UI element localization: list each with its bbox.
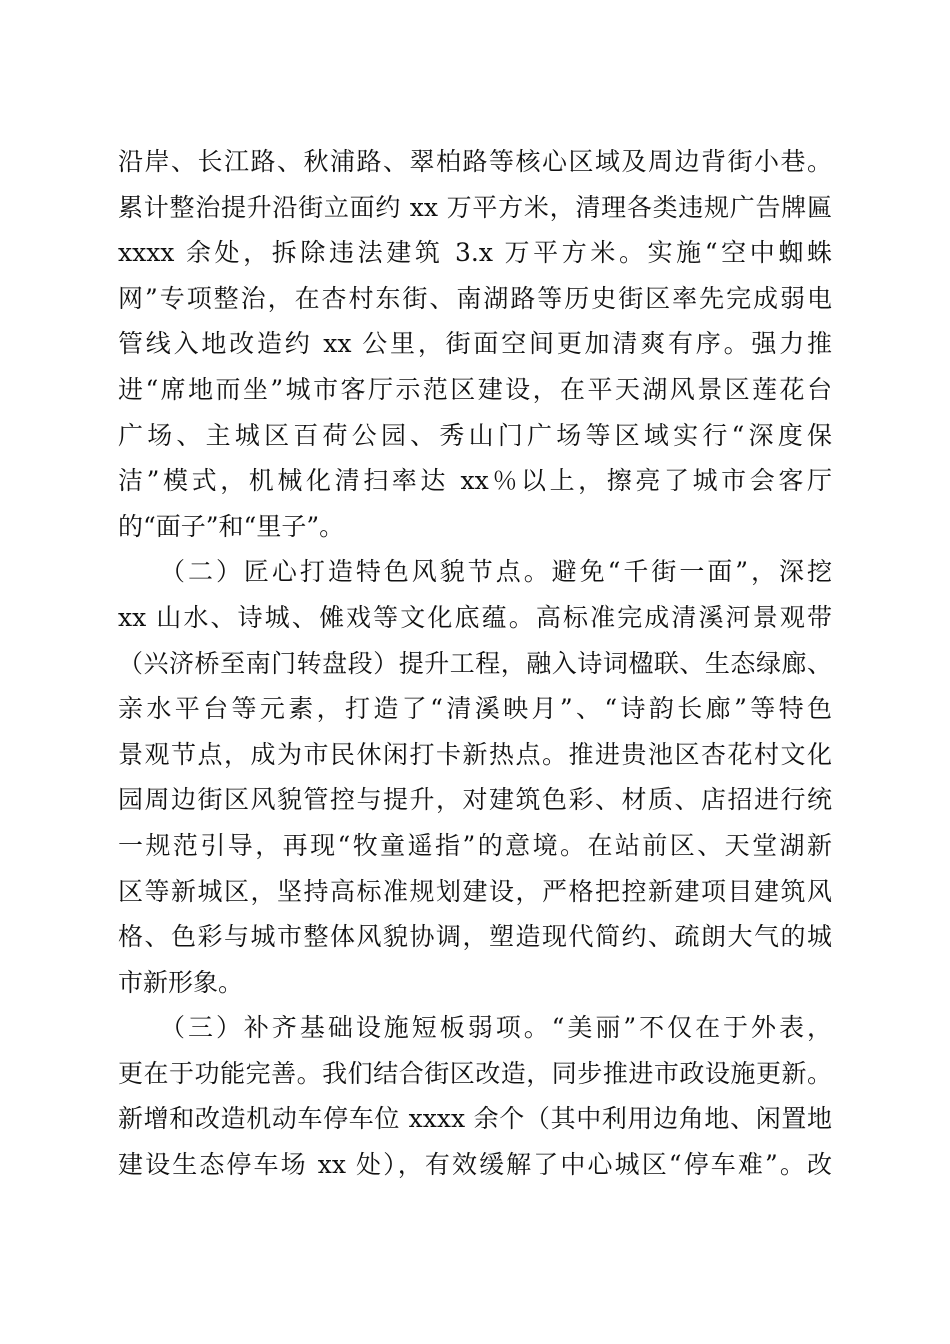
text-line: 广场、主城区百荷公园、秀山门广场等区域实行“深度保 bbox=[118, 420, 832, 450]
text-line: 沿岸、长江路、秋浦路、翠柏路等核心区域及周边背街小巷。 bbox=[118, 147, 832, 176]
text-line: 进“席地而坐”城市客厅示范区建设，在平天湖风景区莲花台 bbox=[118, 374, 832, 404]
text-line: 新增和改造机动车停车位 xxxx 余个（其中利用边角地、闲置地 bbox=[118, 1104, 832, 1134]
text-line: （兴济桥至南门转盘段）提升工程，融入诗词楹联、生态绿廊、 bbox=[118, 648, 832, 678]
text-line: 更在于功能完善。我们结合街区改造，同步推进市政设施更新。 bbox=[118, 1058, 832, 1088]
text-line: 市新形象。 bbox=[118, 967, 244, 997]
text-line: xx 山水、诗城、傩戏等文化底蕴。高标准完成清溪河景观带 bbox=[118, 602, 832, 632]
text-line: 累计整治提升沿街立面约 xx 万平方米，清理各类违规广告牌匾 bbox=[118, 192, 832, 222]
text-line: 管线入地改造约 xx 公里，街面空间更加清爽有序。强力推 bbox=[118, 329, 832, 359]
section-heading-line: （三）补齐基础设施短板弱项。“美丽”不仅在于外表， bbox=[160, 1013, 832, 1043]
body-text bbox=[118, 139, 832, 1188]
text-line: 亲水平台等元素，打造了“清溪映月”、“诗韵长廊”等特色 bbox=[118, 694, 832, 724]
text-line: 格、色彩与城市整体风貌协调，塑造现代简约、疏朗大气的城 bbox=[118, 922, 832, 952]
text-line: 网”专项整治，在杏村东街、南湖路等历史街区率先完成弱电 bbox=[118, 283, 832, 313]
text-line: 的“面子”和“里子”。 bbox=[118, 511, 345, 541]
text-line: 一规范引导，再现“牧童遥指”的意境。在站前区、天堂湖新 bbox=[118, 830, 832, 860]
text-line: 景观节点，成为市民休闲打卡新热点。推进贵池区杏花村文化 bbox=[118, 739, 832, 769]
text-line: 区等新城区，坚持高标准规划建设，严格把控新建项目建筑风 bbox=[118, 876, 832, 906]
section-heading-line: （二）匠心打造特色风貌节点。避免“千街一面”，深挖 bbox=[160, 557, 832, 587]
text-line: 洁”模式，机械化清扫率达 xx％以上，擦亮了城市会客厅 bbox=[118, 466, 832, 496]
text-line: xxxx 余处，拆除违法建筑 3.x 万平方米。实施“空中蜘蛛 bbox=[118, 238, 832, 268]
text-line: 建设生态停车场 xx 处），有效缓解了中心城区“停车难”。改 bbox=[118, 1150, 832, 1180]
text-line: 园周边街区风貌管控与提升，对建筑色彩、材质、店招进行统 bbox=[118, 785, 832, 815]
